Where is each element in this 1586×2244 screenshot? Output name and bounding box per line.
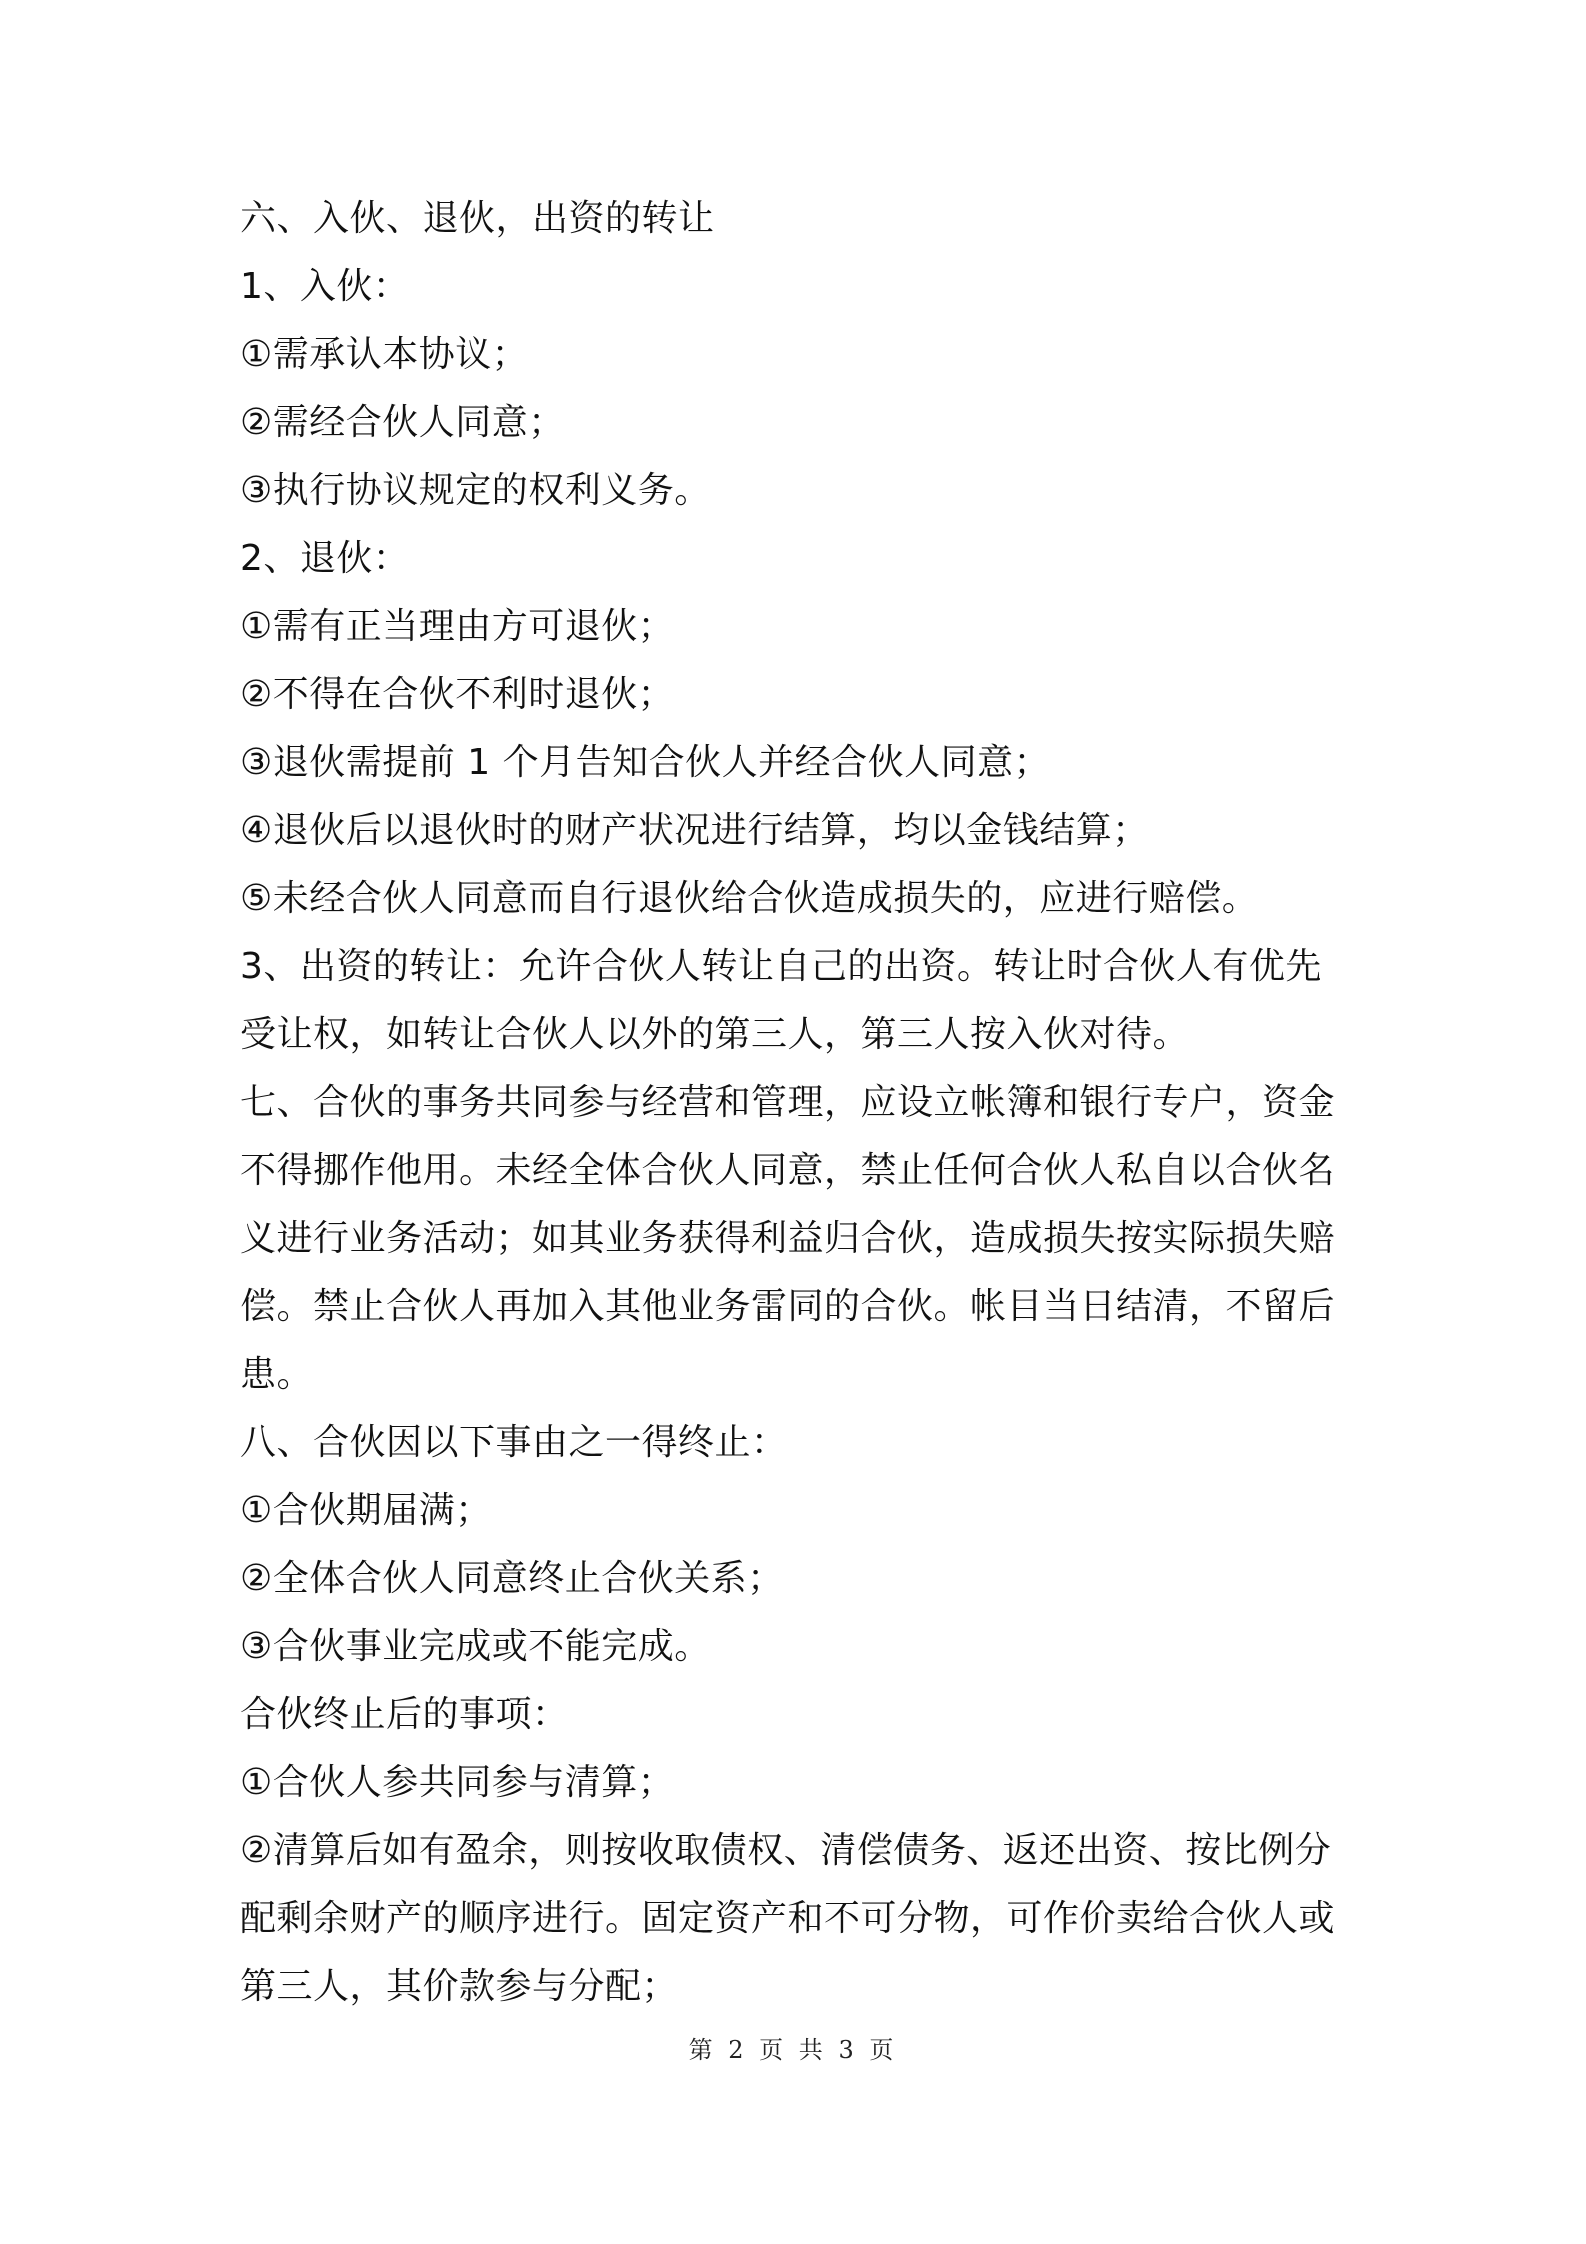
paragraph-line: 患。 [240, 1354, 314, 1395]
section-heading-8: 八、合伙因以下事由之一得终止： [240, 1422, 788, 1463]
list-item: ①需有正当理由方可退伙； [240, 606, 675, 647]
list-item: ②不得在合伙不利时退伙； [240, 674, 675, 715]
paragraph-line: 配剩余财产的顺序进行。固定资产和不可分物，可作价卖给合伙人或 [240, 1898, 1336, 1939]
list-item: ②需经合伙人同意； [240, 402, 565, 443]
paragraph-line: 义进行业务活动；如其业务获得利益归合伙，造成损失按实际损失赔 [240, 1218, 1336, 1259]
subheading-after-termination: 合伙终止后的事项： [240, 1694, 569, 1735]
page-number: 第 2 页 共 3 页 [688, 2036, 898, 2064]
list-item: ①需承认本协议； [240, 334, 529, 375]
list-item: ④退伙后以退伙时的财产状况进行结算，均以金钱结算； [240, 810, 1149, 851]
list-item: ③执行协议规定的权利义务。 [240, 470, 711, 511]
section-heading-7: 七、合伙的事务共同参与经营和管理，应设立帐簿和银行专户，资金 [240, 1082, 1336, 1123]
subheading-withdraw: 2、退伙： [240, 538, 410, 579]
list-item: ③合伙事业完成或不能完成。 [240, 1626, 711, 1667]
subheading-join: 1、入伙： [240, 266, 410, 307]
paragraph-line: 不得挪作他用。未经全体合伙人同意，禁止任何合伙人私自以合伙名 [240, 1150, 1336, 1191]
paragraph-line: 3、出资的转让：允许合伙人转让自己的出资。转让时合伙人有优先 [240, 946, 1322, 987]
list-item: ①合伙期届满； [240, 1490, 492, 1531]
list-item: ②清算后如有盈余，则按收取债权、清偿债务、返还出资、按比例分 [240, 1830, 1332, 1871]
paragraph-line: 第三人，其价款参与分配； [240, 1966, 679, 2007]
section-heading-6: 六、入伙、退伙，出资的转让 [240, 198, 715, 239]
list-item: ③退伙需提前 1 个月告知合伙人并经合伙人同意； [240, 742, 1051, 783]
list-item: ①合伙人参共同参与清算； [240, 1762, 675, 1803]
document-body [240, 185, 1360, 2021]
list-item: ⑤未经合伙人同意而自行退伙给合伙造成损失的，应进行赔偿。 [240, 878, 1259, 919]
paragraph-line: 偿。禁止合伙人再加入其他业务雷同的合伙。帐目当日结清，不留后 [240, 1286, 1336, 1327]
list-item: ②全体合伙人同意终止合伙关系； [240, 1558, 784, 1599]
paragraph-line: 受让权，如转让合伙人以外的第三人，第三人按入伙对待。 [240, 1014, 1190, 1055]
